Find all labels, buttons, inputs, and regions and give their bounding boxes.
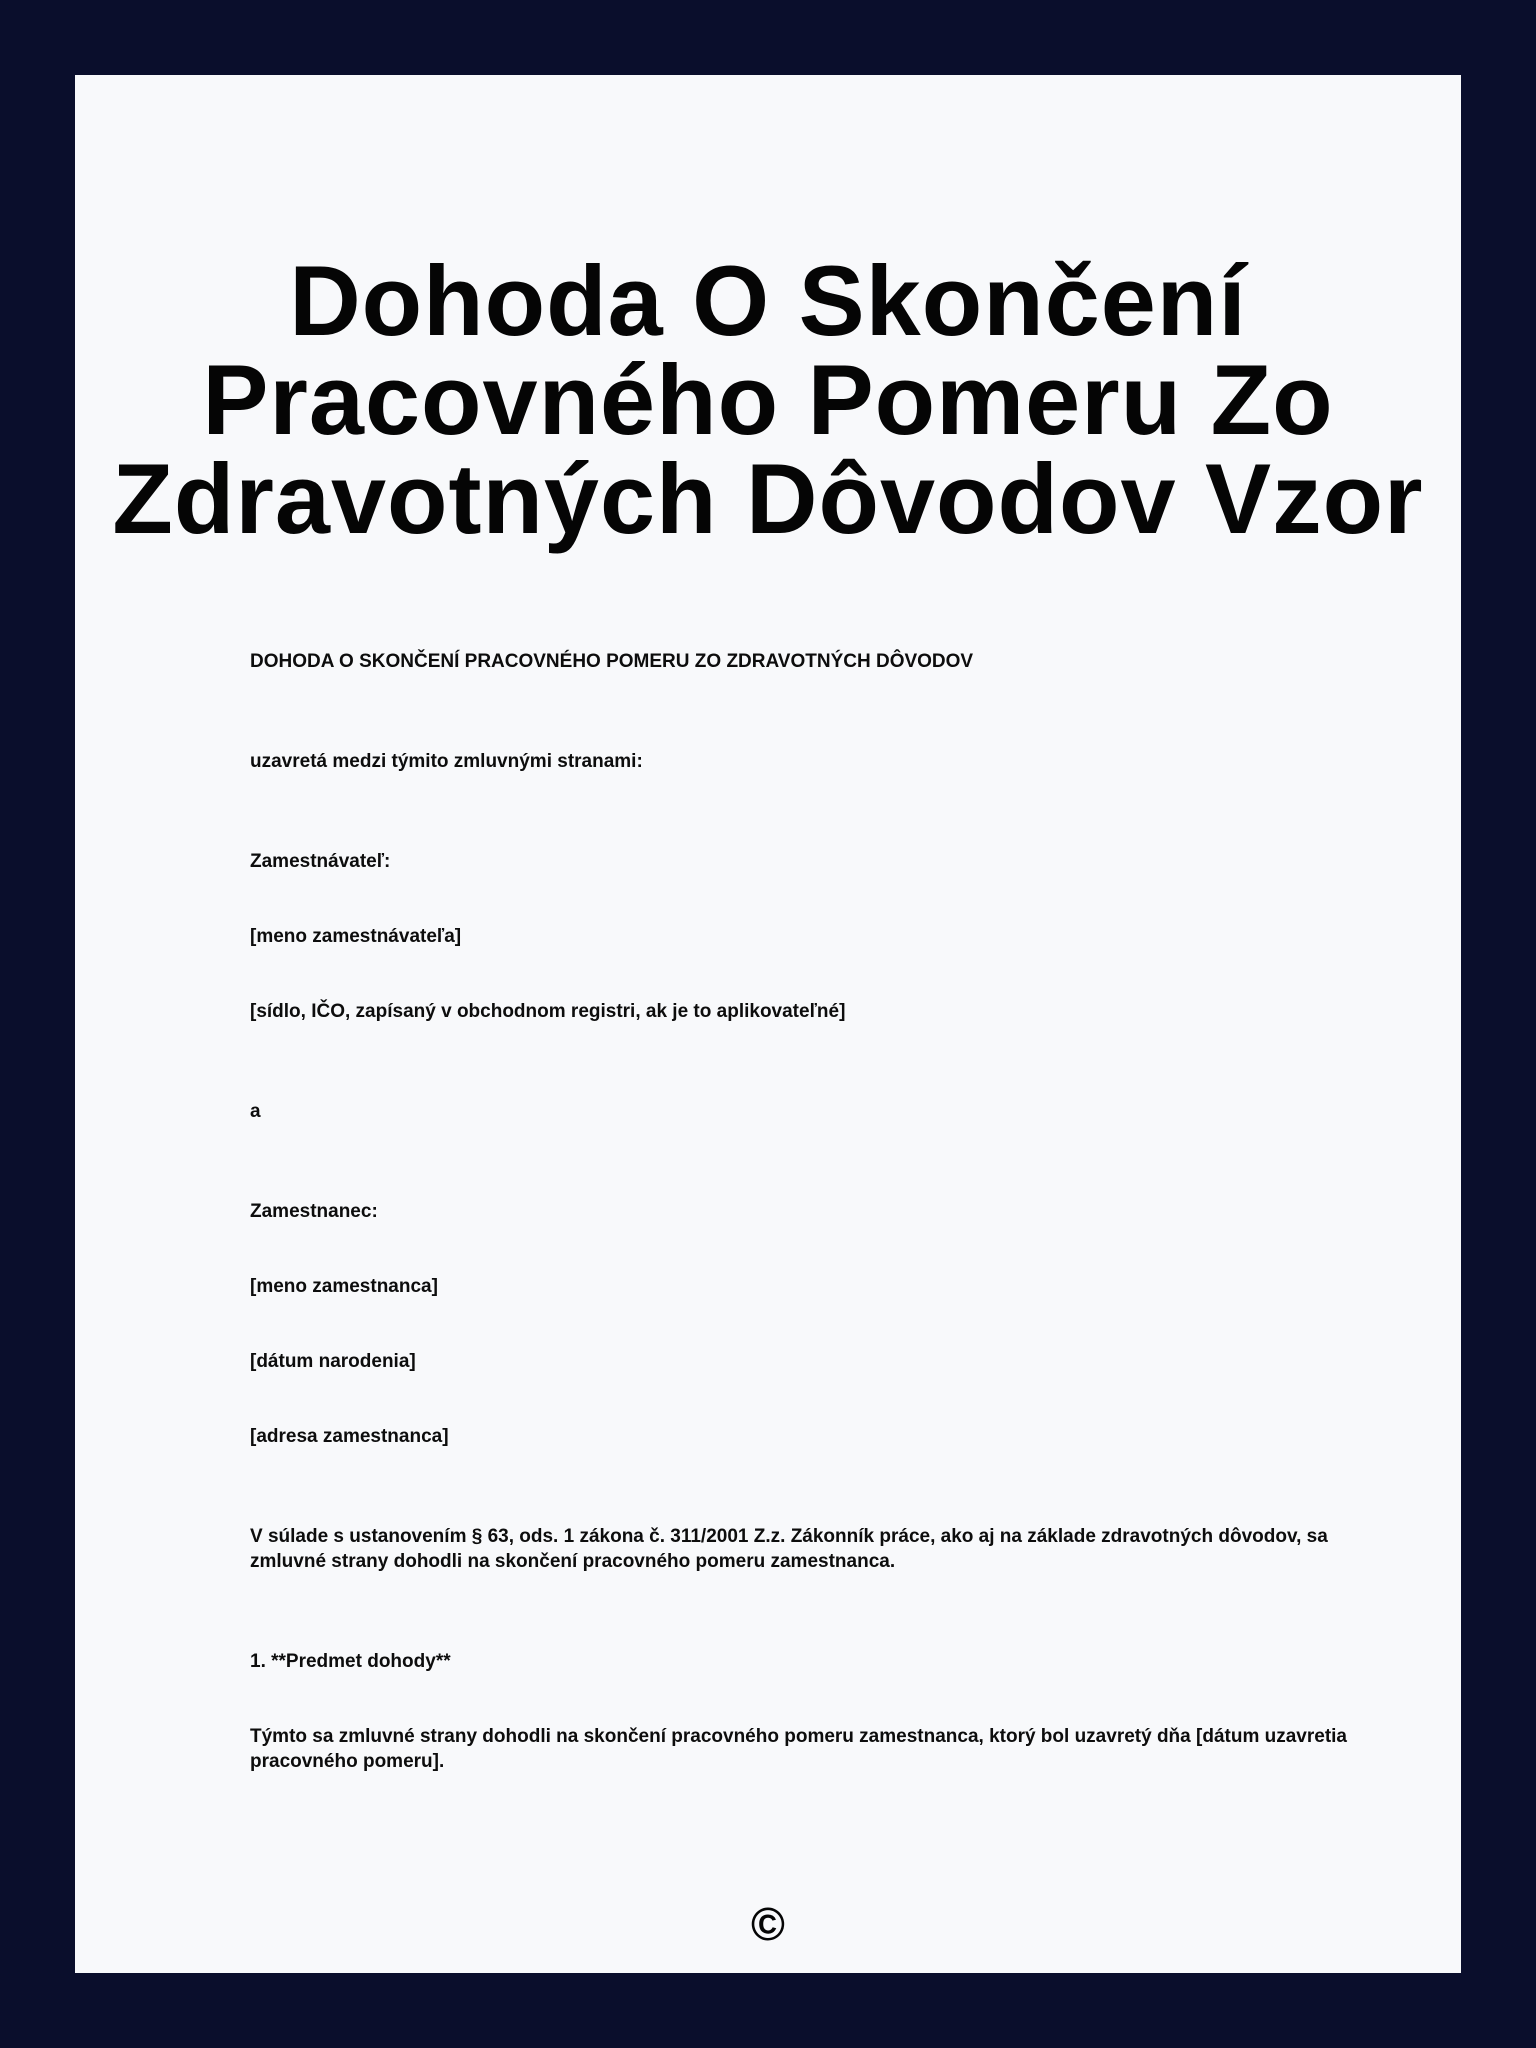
employee-name: [meno zamestnanca] bbox=[250, 1276, 438, 1297]
copyright-icon: © bbox=[751, 1898, 785, 1950]
employee-label: Zamestnanec: bbox=[250, 1201, 378, 1222]
employee-address: [adresa zamestnanca] bbox=[250, 1426, 449, 1447]
document-heading: DOHODA O SKONČENÍ PRACOVNÉHO POMERU ZO ZDRAVOTNÝCH DÔVODOV bbox=[250, 651, 974, 672]
employee-birth-date: [dátum narodenia] bbox=[250, 1351, 416, 1372]
section-1-heading: 1. **Predmet dohody** bbox=[250, 1651, 451, 1672]
intro-text: uzavretá medzi týmito zmluvnými stranami: bbox=[250, 751, 643, 772]
document-page bbox=[75, 75, 1461, 1973]
document-body bbox=[250, 649, 1350, 1774]
employer-name: [meno zamestnávateľa] bbox=[250, 926, 462, 947]
employer-label: Zamestnávateľ: bbox=[250, 851, 391, 872]
page-title: Dohoda O Skončení Pracovného Pomeru Zo Zdravotných Dôvodov Vzor bbox=[112, 245, 1424, 554]
conjunction-text: a bbox=[250, 1101, 261, 1122]
employer-details: [sídlo, IČO, zapísaný v obchodnom registri, ak je to aplikovateľné] bbox=[250, 1001, 846, 1022]
section-1-text: Týmto sa zmluvné strany dohodli na skončení pracovného pomeru zamestnanca, ktorý bol uzavretý dňa [dátum uzavretia pracovného pomeru]. bbox=[250, 1726, 1347, 1772]
legal-basis-paragraph: V súlade s ustanovením § 63, ods. 1 zákona č. 311/2001 Z.z. Zákonník práce, ako aj na základe zdravotných dôvodov, sa zmluvné strany dohodli na skončení pracovného pomeru zamestnanca. bbox=[250, 1526, 1328, 1572]
